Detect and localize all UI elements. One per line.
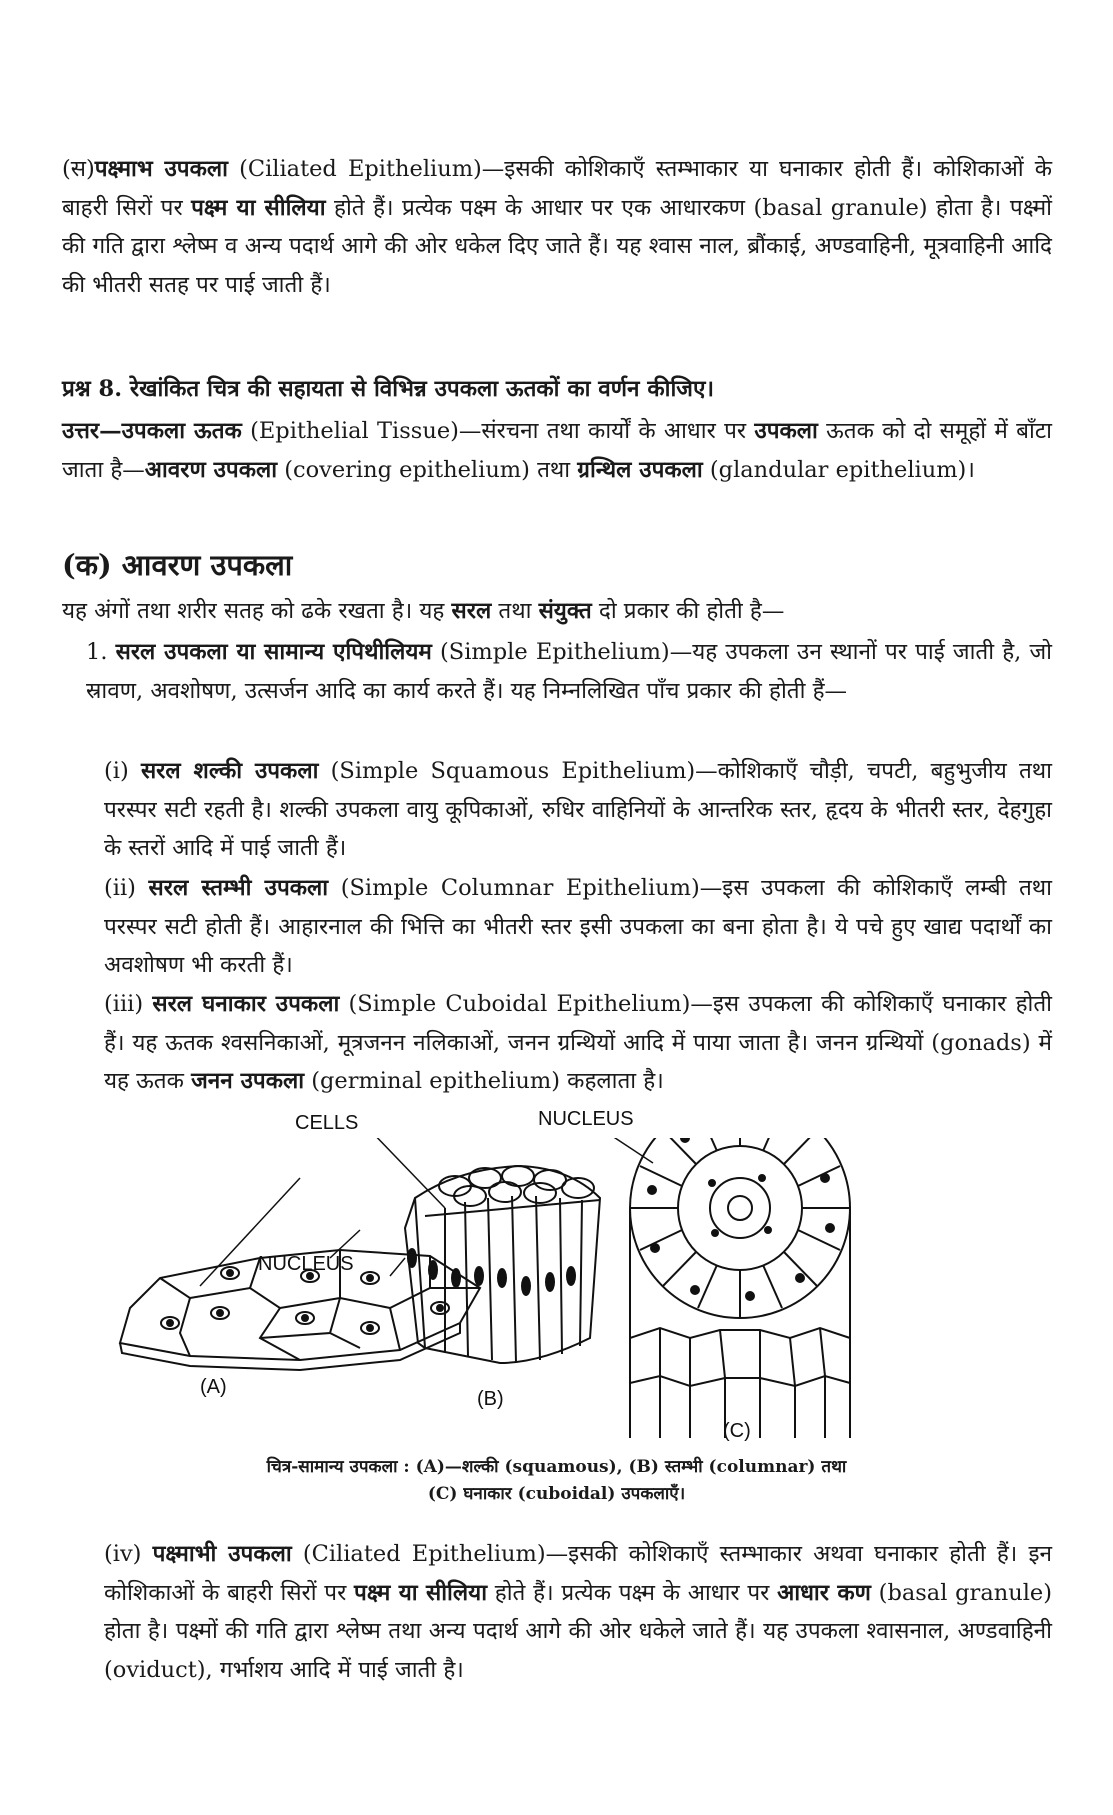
bold-term: जनन उपकला — [191, 1068, 305, 1094]
sub-item-columnar — [104, 869, 1052, 985]
term: पक्ष्माभी उपकला — [152, 1541, 292, 1567]
bold-term: आधार कण — [777, 1579, 871, 1606]
item-simple-epithelium — [86, 633, 1052, 710]
bold-term: ग्रन्थिल उपकला — [577, 456, 703, 483]
body-text: (germinal epithelium) कहलाता है। — [304, 1068, 664, 1094]
body-text: (Ciliated Epithelium)—इसकी कोशिकाएँ स्तम्भाकार या घनाकार होती हैं। कोशिकाओं के बाहरी सिरों पर — [62, 156, 1052, 221]
body-text: ऊतक को दो समूहों में बाँटा जाता है— — [62, 418, 1053, 483]
sub-item-ciliated — [104, 1535, 1052, 1689]
term: सरल उपकला या सामान्य एपिथीलियम — [115, 639, 432, 665]
label-cells: CELLS — [295, 1112, 359, 1134]
term: सरल स्तम्भी उपकला — [148, 875, 329, 901]
body-text: (Ciliated Epithelium)—इसकी कोशिकाएँ स्तम्भाकार अथवा घनाकार होती हैं। इन कोशिकाओं के बाहरी सिरों पर — [104, 1541, 1052, 1606]
bold-term: पक्ष्म या सीलिया — [191, 194, 326, 221]
body-text: होते हैं। प्रत्येक पक्ष्म के आधार पर एक आधारकण (basal granule) होता है। पक्ष्मों की गति द्वारा श्लेष्म व अन्य पदार्थ आगे की ओर धकेल दिए जाते हैं। यह श्वास नाल, ब्रौंकाई, अण्डवाहिनी, मूत्रवाहिनी आदि की भीतरी सतह पर पाई जाती हैं। — [62, 194, 1052, 298]
answer-paragraph — [62, 412, 1052, 489]
epithelium-figure — [100, 1108, 1060, 1442]
bold-term: पक्ष्म या सीलिया — [354, 1579, 488, 1606]
label-b: (B) — [477, 1388, 504, 1410]
label-a: (A) — [200, 1376, 227, 1398]
body-text: तथा — [491, 598, 539, 624]
term: पक्ष्माभ उपकला — [94, 156, 228, 182]
body-text: (Epithelial Tissue)—संरचना तथा कार्यों के आधार पर — [241, 418, 755, 444]
bold-term: आवरण उपकला — [144, 456, 278, 483]
item-label: (स) — [62, 156, 95, 182]
columnar-block-drawing — [368, 1138, 600, 1363]
question-label: प्रश्न 8. — [62, 376, 123, 402]
epithelium-diagram — [100, 1138, 1060, 1438]
section-heading: (क) आवरण उपकला — [62, 548, 293, 582]
question-text: रेखांकित चित्र की सहायता से विभिन्न उपकला ऊतकों का वर्णन कीजिए। — [122, 376, 714, 402]
term: सरल शल्की उपकला — [140, 758, 319, 784]
body-text: होते हैं। प्रत्येक पक्ष्म के आधार पर — [487, 1579, 778, 1606]
body-text: दो प्रकार की होती है— — [591, 598, 785, 624]
answer-label: उत्तर—उपकला ऊतक — [62, 418, 242, 444]
body-text: (Simple Columnar Epithelium)—इस उपकला की कोशिकाएँ लम्बी तथा परस्पर सटी होती हैं। आहारनाल की भित्ति का भीतरी स्तर इसी उपकला का बना होता है। ये पचे हुए खाद्य पदार्थों का अवशोषण भी करती हैं। — [104, 875, 1052, 978]
figure-caption-line-1: चित्र-सामान्य उपकला : (A)—शल्की (squamous), (B) स्तम्भी (columnar) तथा — [266, 1457, 847, 1477]
term: सरल घनाकार उपकला — [152, 991, 340, 1017]
bold-term: उपकला — [754, 418, 818, 444]
label-nucleus-c: NUCLEUS — [538, 1108, 634, 1130]
item-label: (iii) — [104, 991, 144, 1017]
item-label: (ii) — [104, 875, 136, 901]
item-label: (i) — [104, 758, 129, 784]
label-c: (C) — [723, 1420, 751, 1442]
intro-paragraph — [62, 592, 1052, 631]
body-text: (Simple Cuboidal Epithelium)—इस उपकला की कोशिकाएँ घनाकार होती हैं। यह ऊतक श्वसनिकाओं, मूत्रजनन नलिकाओं, जनन ग्रन्थियों आदि में पाया जाता है। जनन ग्रन्थियों (gonads) में यह ऊतक — [104, 991, 1053, 1094]
figure-caption-line-2: (C) घनाकार (cuboidal) उपकलाएँ। — [427, 1484, 686, 1504]
bold-term: सरल — [451, 598, 492, 624]
body-text: (basal granule) होता है। पक्ष्मों की गति द्वारा श्लेष्म तथा अन्य पदार्थ आगे की ओर धकेले जाते हैं। यह उपकला श्वासनाल, अण्डवाहिनी (oviduct), गर्भाशय आदि में पाई जाती है। — [104, 1579, 1053, 1683]
item-label: 1. — [86, 639, 108, 665]
item-label: (iv) — [104, 1541, 142, 1567]
cuboidal-tube-drawing — [600, 1138, 850, 1438]
bold-term: संयुक्त — [538, 598, 592, 624]
sub-item-squamous — [104, 752, 1052, 868]
body-text: (glandular epithelium)। — [702, 456, 975, 483]
paragraph-ciliated-epithelium — [62, 150, 1052, 304]
body-text: (covering epithelium) तथा — [277, 456, 578, 483]
label-nucleus-a: NUCLEUS — [258, 1253, 354, 1275]
body-text: (Simple Epithelium)—यह उपकला उन स्थानों पर पाई जाती है, जो स्रावण, अवशोषण, उत्सर्जन आदि का कार्य करते हैं। यह निम्नलिखित पाँच प्रकार की होती हैं— — [86, 639, 1053, 704]
question-8 — [62, 370, 1052, 409]
sub-item-cuboidal — [104, 985, 1052, 1101]
body-text: यह अंगों तथा शरीर सतह को ढके रखता है। यह — [62, 598, 452, 624]
body-text: (Simple Squamous Epithelium)—कोशिकाएँ चौड़ी, चपटी, बहुभुजीय तथा परस्पर सटी रहती है। शल्की उपकला वायु कूपिकाओं, रुधिर वाहिनियों के आन्तरिक स्तर, हृदय के भीतरी स्तर, देहगुहा के स्तरों आदि में पाई जाती हैं। — [104, 758, 1052, 861]
